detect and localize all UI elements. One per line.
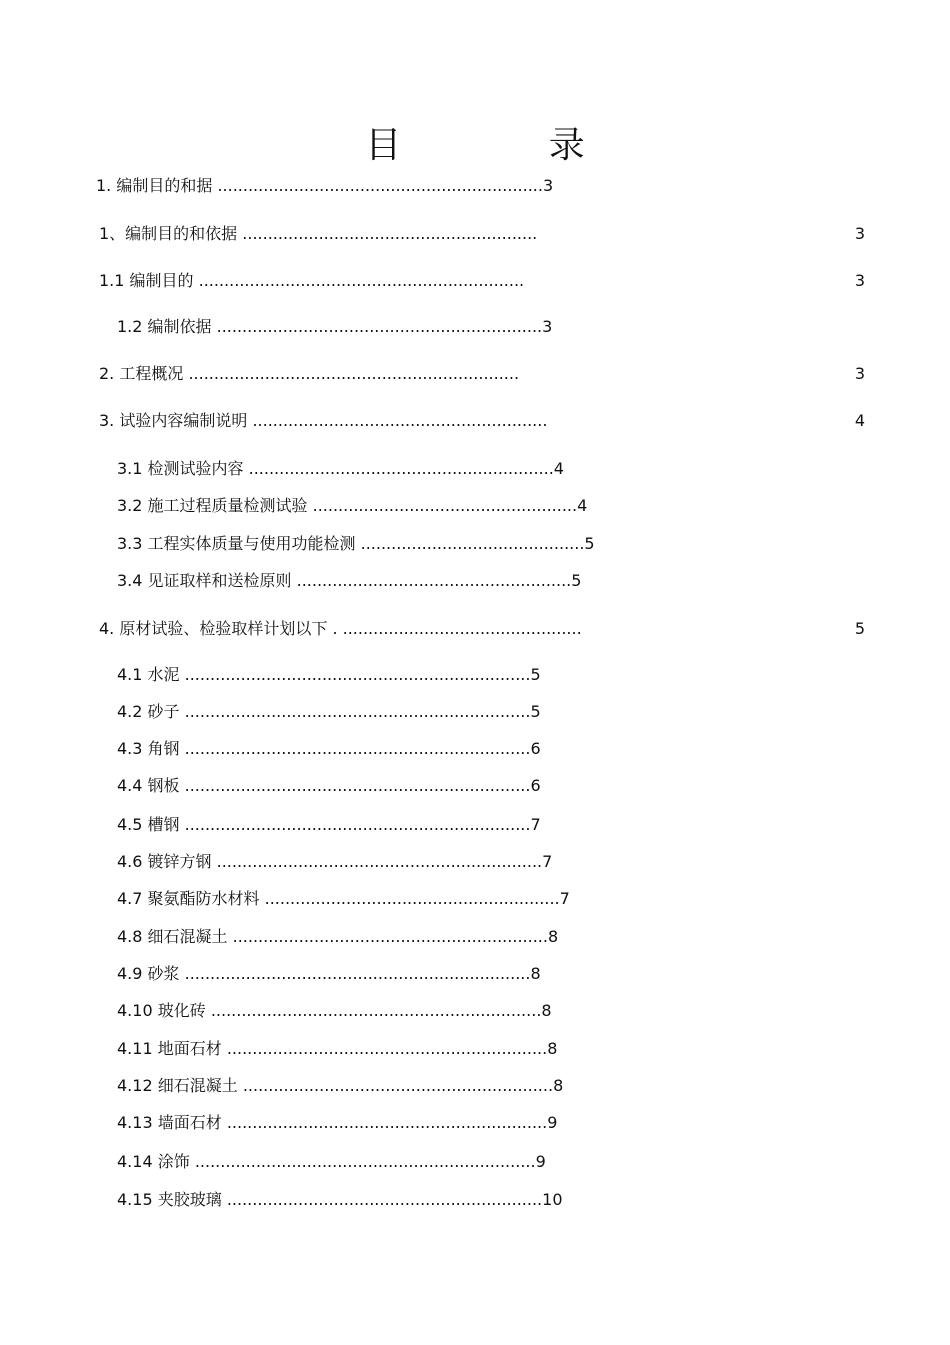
toc-entry-leader: .................................................................... bbox=[184, 776, 531, 795]
toc-entry-page: 7 bbox=[559, 889, 570, 908]
toc-entry[interactable] bbox=[117, 738, 541, 760]
toc-entry-label: 2. 工程概况 bbox=[99, 364, 189, 383]
toc-entry-label: 3.4 见证取样和送检原则 bbox=[117, 571, 297, 590]
toc-entry-page: 9 bbox=[547, 1113, 558, 1132]
toc-entry-leader: ................................................................ bbox=[217, 176, 543, 195]
toc-entry-page: 4 bbox=[854, 411, 865, 430]
toc-entry-label: 4.13 墙面石材 bbox=[117, 1113, 227, 1132]
toc-entry-leader: .................................................................... bbox=[184, 964, 531, 983]
toc-entry-leader: ............................................................... bbox=[226, 1113, 548, 1132]
toc-entry-label: 1.2 编制依据 bbox=[117, 317, 217, 336]
toc-entry-leader: ................................................................. bbox=[210, 1001, 542, 1020]
toc-entry-page: 3 bbox=[854, 364, 865, 383]
toc-entry[interactable] bbox=[117, 926, 558, 948]
toc-entry-label: 4.1 水泥 bbox=[117, 665, 185, 684]
toc-entry[interactable] bbox=[99, 270, 865, 292]
toc-entry-leader: .............................................................. bbox=[232, 927, 548, 946]
toc-entry[interactable] bbox=[117, 533, 595, 555]
toc-entry-leader: ............................................................. bbox=[242, 1076, 554, 1095]
toc-entry[interactable] bbox=[117, 316, 552, 338]
toc-entry[interactable] bbox=[117, 570, 581, 592]
toc-entry[interactable] bbox=[99, 223, 865, 245]
toc-entry-page: 3 bbox=[542, 317, 553, 336]
toc-entry[interactable] bbox=[117, 1151, 546, 1173]
toc-entry-label: 3.2 施工过程质量检测试验 bbox=[117, 496, 313, 515]
toc-entry-label: 4.9 砂浆 bbox=[117, 964, 185, 983]
toc-entry-label: 4.14 涂饰 bbox=[117, 1152, 195, 1171]
toc-entry-page: 8 bbox=[553, 1076, 564, 1095]
toc-entry-label: 4.3 角钢 bbox=[117, 739, 185, 758]
toc-entry[interactable] bbox=[117, 1112, 557, 1134]
toc-entry-leader: ................................................................ bbox=[216, 852, 543, 871]
toc-entry[interactable] bbox=[96, 175, 553, 197]
toc-entry[interactable] bbox=[99, 410, 865, 432]
toc-entry-page: 10 bbox=[542, 1190, 563, 1209]
toc-entry-label: 4.7 聚氨酯防水材料 bbox=[117, 889, 265, 908]
toc-entry-label: 4. 原材试验、检验取样计划以下 . bbox=[99, 619, 343, 638]
toc-entry-page: 3 bbox=[854, 224, 865, 243]
toc-entry-page: 4 bbox=[577, 496, 588, 515]
toc-entry-page: 9 bbox=[535, 1152, 546, 1171]
toc-entry-leader: ...................................................... bbox=[296, 571, 572, 590]
toc-entry-leader: ............................................ bbox=[360, 534, 585, 553]
toc-entry-label: 4.11 地面石材 bbox=[117, 1039, 227, 1058]
toc-entry-page: 3 bbox=[542, 176, 554, 195]
toc-entry[interactable] bbox=[117, 664, 541, 686]
toc-entry-label: 4.6 镀锌方钢 bbox=[117, 852, 217, 871]
toc-entry-leader: .................................................................... bbox=[184, 665, 531, 684]
toc-entry-leader: ............................................................ bbox=[248, 459, 554, 478]
toc-title: 目 录 bbox=[365, 125, 653, 166]
toc-entry[interactable] bbox=[117, 814, 541, 836]
toc-entry-label: 4.8 细石混凝土 bbox=[117, 927, 233, 946]
toc-entry-page: 4 bbox=[553, 459, 564, 478]
toc-entry-leader: .......................................................... bbox=[264, 889, 560, 908]
toc-entry-page: 7 bbox=[530, 815, 541, 834]
toc-entry-page: 8 bbox=[547, 927, 559, 946]
toc-entry[interactable] bbox=[117, 963, 541, 985]
toc-entry-leader: ................................................................ bbox=[216, 317, 543, 336]
toc-entry[interactable] bbox=[117, 458, 564, 480]
toc-entry-label: 4.15 夹胶玻璃 bbox=[117, 1190, 227, 1209]
toc-entry-page: 5 bbox=[530, 665, 541, 684]
toc-entry-label: 3.3 工程实体质量与使用功能检测 bbox=[117, 534, 361, 553]
toc-entry-label: 3. 试验内容编制说明 bbox=[99, 411, 253, 430]
toc-entry-label: 4.12 细石混凝土 bbox=[117, 1076, 243, 1095]
toc-entry-page: 3 bbox=[854, 271, 865, 290]
toc-entry[interactable] bbox=[117, 775, 541, 797]
toc-entry-leader: ............................................... bbox=[342, 619, 582, 638]
toc-entry[interactable] bbox=[99, 618, 865, 640]
toc-entry-page: 5 bbox=[530, 702, 541, 721]
toc-entry-page: 8 bbox=[530, 964, 541, 983]
toc-entry[interactable] bbox=[117, 495, 587, 517]
toc-entry[interactable] bbox=[117, 1189, 563, 1211]
toc-entry-leader: ............................................................... bbox=[226, 1039, 548, 1058]
toc-entry-leader: .......................................................... bbox=[252, 411, 548, 430]
toc-entry-leader: .................................................................... bbox=[184, 815, 531, 834]
toc-entry-leader: ................................................................... bbox=[194, 1152, 536, 1171]
toc-entry-page: 5 bbox=[571, 571, 582, 590]
toc-entry-page: 6 bbox=[530, 739, 541, 758]
toc-entry-leader: .......................................................... bbox=[242, 224, 538, 243]
toc-entry-leader: .............................................................. bbox=[226, 1190, 543, 1209]
toc-entry-label: 4.2 砂子 bbox=[117, 702, 185, 721]
toc-entry-label: 1、编制目的和依据 bbox=[99, 224, 243, 243]
toc-entry-leader: .................................................................... bbox=[184, 702, 531, 721]
toc-entry[interactable] bbox=[117, 1038, 557, 1060]
toc-entry[interactable] bbox=[117, 851, 552, 873]
toc-entry[interactable] bbox=[117, 1000, 552, 1022]
toc-entry-leader: ................................................................. bbox=[188, 364, 520, 383]
toc-entry-label: 4.10 玻化砖 bbox=[117, 1001, 211, 1020]
toc-entry-page: 6 bbox=[530, 776, 541, 795]
toc-entry-label: 1.1 编制目的 bbox=[99, 271, 199, 290]
toc-entry-label: 4.4 钢板 bbox=[117, 776, 185, 795]
toc-entry-label: 3.1 检测试验内容 bbox=[117, 459, 249, 478]
toc-entry-page: 8 bbox=[547, 1039, 558, 1058]
toc-entry-page: 7 bbox=[542, 852, 553, 871]
toc-entry[interactable] bbox=[117, 1075, 563, 1097]
toc-entry-leader: .................................................... bbox=[312, 496, 578, 515]
toc-entry-leader: .................................................................... bbox=[184, 739, 531, 758]
toc-entry-page: 8 bbox=[541, 1001, 552, 1020]
toc-entry-leader: ................................................................ bbox=[198, 271, 525, 290]
toc-entry[interactable] bbox=[117, 701, 541, 723]
toc-entry-label: 4.5 槽钢 bbox=[117, 815, 185, 834]
toc-entry-page: 5 bbox=[854, 619, 865, 638]
toc-entry[interactable] bbox=[117, 888, 570, 910]
toc-entry-page: 5 bbox=[584, 534, 595, 553]
toc-entry-label: 1. 编制目的和据 bbox=[96, 176, 218, 195]
toc-entry[interactable] bbox=[99, 363, 865, 385]
